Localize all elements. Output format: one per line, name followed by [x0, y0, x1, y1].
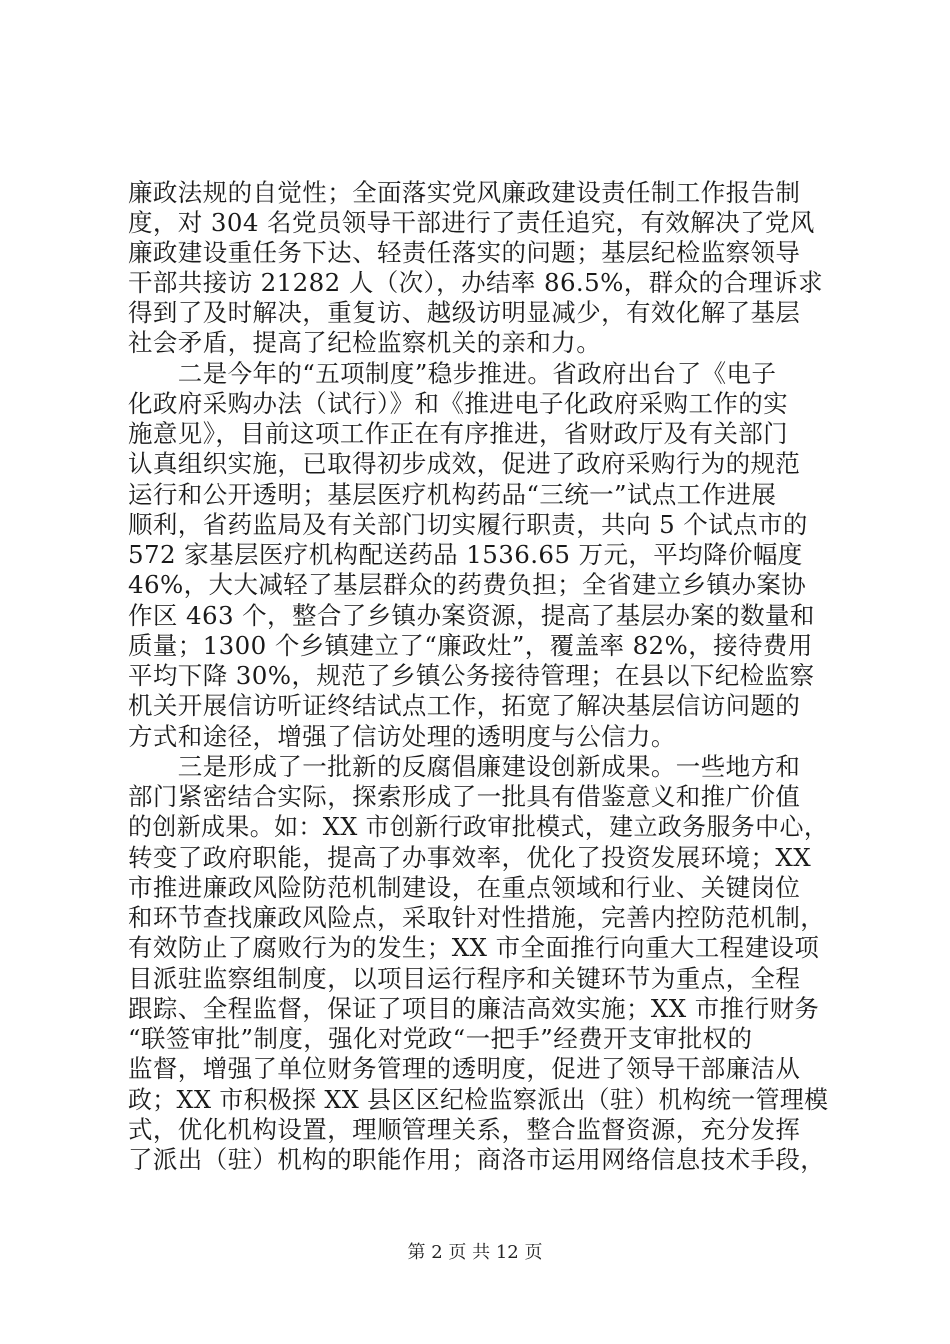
text-line: 平均下降 30%，规范了乡镇公务接待管理；在县以下纪检监察	[128, 661, 815, 690]
text-line: 得到了及时解决，重复访、越级访明显减少，有效化解了基层	[128, 298, 801, 327]
text-line: 政；XX 市积极探 XX 县区区纪检监察派出（驻）机构统一管理模	[128, 1085, 829, 1114]
text-line: 式，优化机构设置，理顺管理关系，整合监督资源，充分发挥	[128, 1115, 801, 1144]
text-line: 机关开展信访听证终结试点工作，拓宽了解决基层信访问题的	[128, 691, 801, 720]
text-line: 化政府采购办法（试行）》和《推进电子化政府采购工作的实	[128, 389, 789, 418]
text-line: 施意见》，目前这项工作正在有序推进，省财政厅及有关部门	[128, 419, 789, 448]
text-line: 跟踪、全程监督，保证了项目的廉洁高效实施；XX 市推行财务	[128, 994, 820, 1023]
text-line: 社会矛盾，提高了纪检监察机关的亲和力。	[128, 328, 602, 357]
text-line: 作区 463 个，整合了乡镇办案资源，提高了基层办案的数量和	[128, 601, 815, 630]
text-line: 度，对 304 名党员领导干部进行了责任追究，有效解决了党风	[128, 208, 815, 237]
text-line: 顺利，省药监局及有关部门切实履行职责，共向 5 个试点市的	[128, 510, 808, 539]
text-line: 572 家基层医疗机构配送药品 1536.65 万元，平均降价幅度	[128, 540, 803, 569]
text-line: 质量；1300 个乡镇建立了“廉政灶”，覆盖率 82%，接待费用	[128, 631, 813, 660]
text-line: 二是今年的“五项制度”稳步推进。省政府出台了《电子	[128, 359, 777, 388]
text-line: 目派驻监察组制度，以项目运行程序和关键环节为重点，全程	[128, 964, 801, 993]
page-number-footer: 第 2 页 共 12 页	[407, 1242, 543, 1263]
text-line: 部门紧密结合实际，探索形成了一批具有借鉴意义和推广价值	[128, 782, 801, 811]
text-line: 监督，增强了单位财务管理的透明度，促进了领导干部廉洁从	[128, 1054, 801, 1083]
text-line: 的创新成果。如：XX 市创新行政审批模式，建立政务服务中心，	[128, 812, 829, 841]
text-line: 三是形成了一批新的反腐倡廉建设创新成果。一些地方和	[128, 752, 801, 781]
text-line: 廉政法规的自觉性；全面落实党风廉政建设责任制工作报告制	[128, 178, 801, 207]
text-line: 和环节查找廉政风险点，采取针对性措施，完善内控防范机制，	[128, 903, 826, 932]
text-line: 转变了政府职能，提高了办事效率，优化了投资发展环境；XX	[128, 843, 812, 872]
text-line: 了派出（驻）机构的职能作用；商洛市运用网络信息技术手段，	[128, 1145, 826, 1174]
text-line: 46%，大大减轻了基层群众的药费负担；全省建立乡镇办案协	[128, 570, 807, 599]
text-line: 方式和途径，增强了信访处理的透明度与公信力。	[128, 722, 676, 751]
text-line: 市推进廉政风险防范机制建设，在重点领域和行业、关键岗位	[128, 873, 801, 902]
text-line: “联签审批”制度，强化对党政“一把手”经费开支审批权的	[128, 1024, 753, 1053]
text-line: 干部共接访 21282 人（次），办结率 86.5%，群众的合理诉求	[128, 268, 823, 297]
text-line: 有效防止了腐败行为的发生；XX 市全面推行向重大工程建设项	[128, 933, 820, 962]
text-line: 运行和公开透明；基层医疗机构药品“三统一”试点工作进展	[128, 480, 777, 509]
text-line: 认真组织实施，已取得初步成效，促进了政府采购行为的规范	[128, 449, 801, 478]
text-line: 廉政建设重任务下达、轻责任落实的问题；基层纪检监察领导	[128, 238, 801, 267]
